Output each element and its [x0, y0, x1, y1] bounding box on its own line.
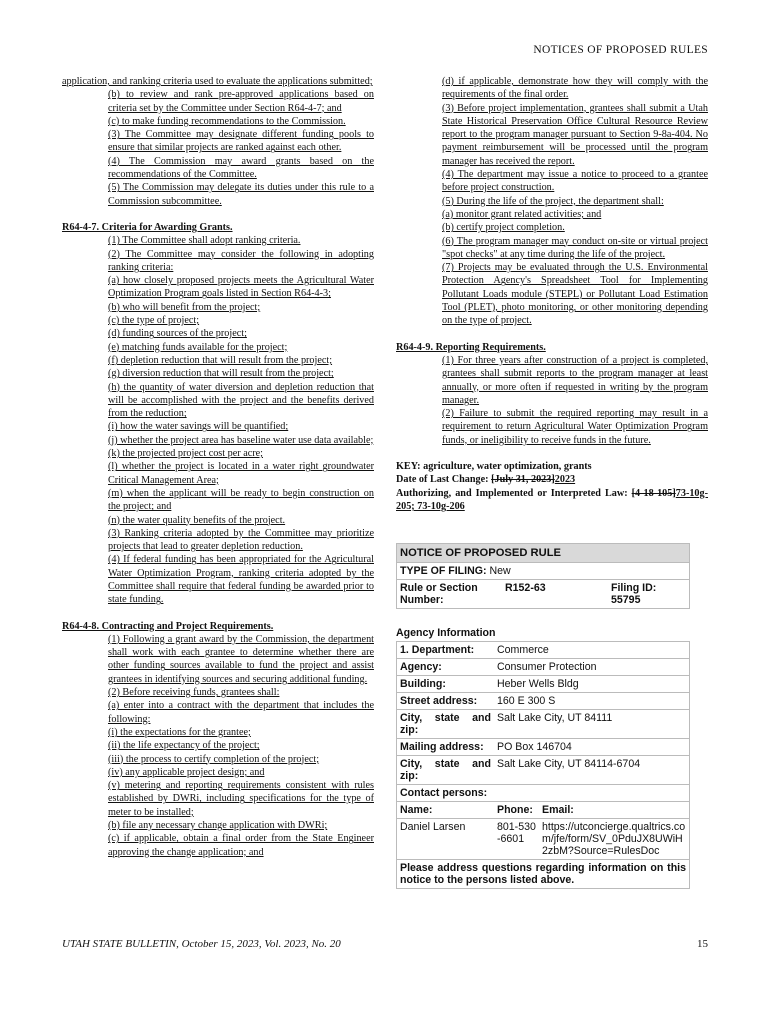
date-of-last-change — [396, 473, 708, 486]
paragraph: application, and ranking criteria used to evaluate the applications submitted; — [62, 76, 373, 87]
key-value: agriculture, water optimization, grants — [423, 461, 592, 473]
notice-title: NOTICE OF PROPOSED RULE — [397, 544, 689, 563]
table-row: 1. Department: Commerce — [397, 642, 689, 659]
paragraph: (n) the water quality benefits of the project. — [108, 514, 286, 526]
agency-table — [396, 641, 690, 889]
paragraph: (5) The Commission may delegate its duties under this rule to a Commission subcommittee. — [108, 182, 374, 207]
dolc-label: Date of Last Change: — [396, 474, 489, 486]
paragraph: (4) The department may issue a notice to proceed to a grantee before project construction. — [442, 169, 708, 194]
paragraph: (k) the projected project cost per acre; — [108, 448, 263, 460]
agency-heading: Agency Information — [396, 627, 496, 639]
key-line — [396, 460, 708, 473]
paragraph: (d) if applicable, demonstrate how they will comply with the requirements of the final order. — [442, 76, 708, 101]
auth-label: Authorizing, and Implemented or Interpreted Law: — [396, 487, 628, 499]
table-row: Agency: Consumer Protection — [397, 659, 689, 676]
paragraph: (b) who will benefit from the project; — [108, 301, 261, 313]
authorizing-law — [396, 487, 708, 514]
right-column — [396, 75, 708, 513]
page-number: 15 — [697, 938, 708, 950]
section-heading: R64-4-7. Criteria for Awarding Grants. — [62, 221, 233, 233]
filing-type-row — [397, 563, 689, 580]
paragraph: (a) enter into a contract with the department that includes the following: — [108, 700, 374, 725]
paragraph: (a) monitor grant related activities; and — [442, 208, 602, 220]
paragraph: (i) how the water savings will be quantified; — [108, 421, 289, 433]
paragraph: (3) Ranking criteria adopted by the Committee may prioritize projects that lead to greater depletion reduction. — [108, 527, 374, 553]
contact-header-row: Name: Phone: Email: — [397, 802, 689, 819]
rule-row — [397, 580, 689, 608]
contact-phone: 801-530-6601 — [497, 821, 536, 845]
table-row: Street address: 160 E 300 S — [397, 693, 689, 710]
paragraph: (1) The Committee shall adopt ranking criteria. — [108, 235, 301, 247]
paragraph: (6) The program manager may conduct on-site or virtual project "spot checks" at any time during the life of the project. — [442, 235, 708, 260]
paragraph: (iv) any applicable project design; and — [108, 766, 265, 778]
paragraph: (3) The Committee may designate different funding pools to ensure that similar projects are ranked against each other. — [108, 129, 374, 154]
contact-row — [397, 819, 689, 860]
paragraph: (iii) the process to certify completion of the project; — [108, 753, 320, 765]
dolc-new: 2023 — [554, 474, 576, 486]
table-row: Building: Heber Wells Bldg — [397, 676, 689, 693]
running-header: NOTICES OF PROPOSED RULES — [533, 44, 708, 56]
paragraph: (c) the type of project; — [108, 315, 200, 327]
section-heading: R64-4-8. Contracting and Project Requirements. — [62, 620, 274, 632]
table-row: City, state and zip: Salt Lake City, UT 84111 — [397, 710, 689, 739]
rule-value: R152-63 — [505, 582, 546, 594]
paragraph: (ii) the life expectancy of the project; — [108, 740, 260, 752]
paragraph: (2) Before receiving funds, grantees shall: — [108, 687, 280, 699]
paragraph: (f) depletion reduction that will result from the project; — [108, 354, 333, 366]
auth-new: 73-10g-205; 73-10g-206 — [396, 487, 709, 512]
type-value: New — [489, 565, 511, 577]
page-footer — [62, 938, 708, 950]
paragraph: (l) whether the project is located in a water right groundwater Critical Management Area; — [108, 461, 374, 486]
paragraph: (j) whether the project area has baseline water use data available; — [108, 434, 374, 446]
contact-name: Daniel Larsen — [400, 821, 466, 833]
note-row: Please address questions regarding information on this notice to the persons listed above. — [400, 862, 686, 886]
key-label: KEY: — [396, 461, 421, 473]
agency-information — [396, 627, 690, 889]
paragraph: (c) if applicable, obtain a final order from the State Engineer approving the change application; and — [108, 833, 374, 858]
paragraph: (b) file any necessary change application with DWRi; — [108, 820, 328, 832]
section-heading: R64-4-9. Reporting Requirements. — [396, 341, 546, 353]
paragraph: (1) For three years after construction of a project is completed, grantees shall submit reports to the program manager at least annually, or more often if requested in writing by the program manager. — [442, 354, 708, 406]
paragraph: (b) to review and rank pre-approved applications based on criteria set by the Committee under Section R64-4-7; and — [108, 89, 374, 114]
paragraph: (5) During the life of the project, the department shall: — [442, 195, 664, 207]
paragraph: (4) The Commission may award grants based on the recommendations of the Committee. — [108, 155, 374, 181]
paragraph: (g) diversion reduction that will result from the project; — [108, 368, 334, 380]
paragraph: (i) the expectations for the grantee; — [108, 726, 251, 738]
paragraph: (2) The Committee may consider the following in adopting ranking criteria: — [108, 248, 374, 273]
paragraph: (d) funding sources of the project; — [108, 328, 247, 340]
paragraph: (a) how closely proposed projects meets the Agricultural Water Optimization Program goals listed in Section R64-4-3; — [108, 275, 374, 300]
table-row: City, state and zip: Salt Lake City, UT 84114-6704 — [397, 756, 689, 785]
paragraph: (c) to make funding recommendations to the Commission. — [108, 115, 346, 127]
filing-id: Filing ID: 55795 — [611, 582, 657, 606]
paragraph: (2) Failure to submit the required reporting may result in a requirement to return Agricultural Water Optimization Program funds, or ineligibility to receive funds in the future. — [442, 408, 708, 446]
rule-label: Rule or Section Number: — [400, 582, 478, 606]
paragraph: (4) If federal funding has been appropriated for the Agricultural Water Optimization Program, ranking criteria adopted by the Committee shall require that federal funding be awarded prior to state funding. — [108, 554, 374, 606]
paragraph: (m) when the applicant will be ready to begin construction on the project; and — [108, 487, 374, 513]
dolc-old: [July 31, 2023] — [491, 474, 555, 486]
paragraph: (e) matching funds available for the project; — [108, 341, 288, 353]
left-column — [62, 75, 374, 859]
paragraph: (1) Following a grant award by the Commission, the department shall work with each grantee to determine whether there are other funding sources available to fund the project and assist grantees in identifying sources and securing additional funding. — [108, 633, 374, 685]
notice-box — [396, 543, 690, 609]
paragraph: (v) metering and reporting requirements consistent with rules established by DWRi, including specifications for the type of meter to be installed; — [108, 780, 374, 818]
publication-info: UTAH STATE BULLETIN, October 15, 2023, Vol. 2023, No. 20 — [62, 938, 341, 950]
auth-old: [4-18-105] — [631, 487, 676, 499]
table-row: Mailing address: PO Box 146704 — [397, 739, 689, 756]
type-label: TYPE OF FILING: — [400, 565, 487, 577]
paragraph: (h) the quantity of water diversion and depletion reduction that will be accomplished with the project and the benefits derived from the reduction; — [108, 381, 374, 420]
contact-email-link[interactable]: https://utconcierge.qualtrics.com/jfe/form/SV_0PduJX8UWiH2zbM?Source=RulesDoc — [542, 821, 686, 857]
paragraph: (3) Before project implementation, grantees shall submit a Utah State Historical Preservation Office Cultural Resource Review report to the program manager pursuant to Section 9-8a-404. No payment reimbursement will be processed until the program manager has received the report. — [442, 102, 708, 167]
paragraph: (b) certify project completion. — [442, 222, 565, 234]
paragraph: (7) Projects may be evaluated through the U.S. Environmental Protection Agency's Spreadsheet Tool for Implementing Pollutant Loads module (STEPL) or Pollutant Load Estimation Tool (PLET), photo monitoring, or other monitoring depending on the type of project. — [442, 262, 708, 327]
contact-heading-row: Contact persons: — [397, 785, 689, 802]
